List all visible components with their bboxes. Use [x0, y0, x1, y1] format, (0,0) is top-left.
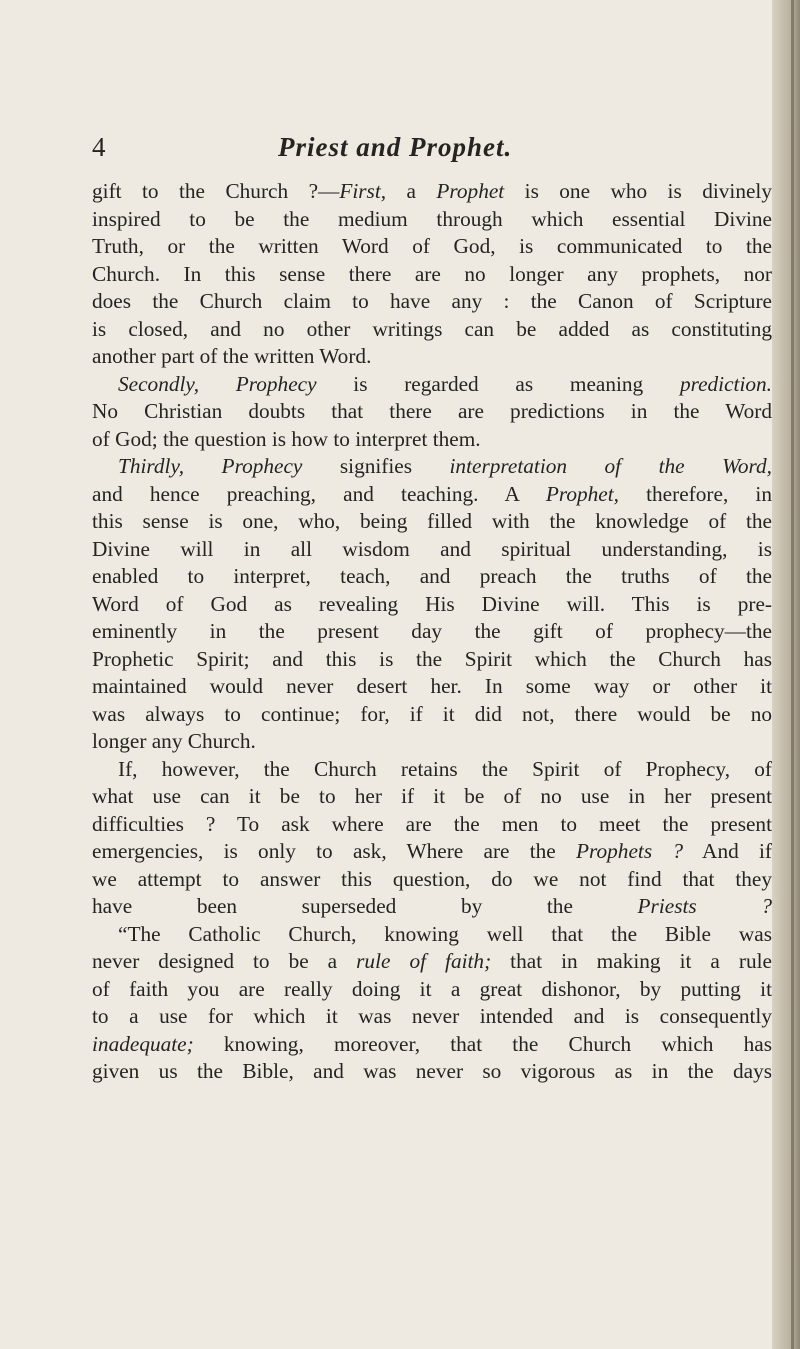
text-line [92, 288, 772, 316]
text-span: therefore, in [618, 481, 772, 506]
text-line [92, 893, 772, 921]
text-line [92, 453, 772, 481]
text-span: is regarded as meaning [316, 371, 680, 396]
text-span: If, however, the Church retains the Spirit of Prophecy, of [118, 756, 772, 781]
italic-text: Secondly, Prophecy [118, 371, 317, 396]
text-span: enabled to interpret, teach, and preach the truths of the [92, 564, 772, 588]
text-line [92, 178, 772, 206]
text-line [92, 701, 772, 729]
text-span: is one who is divinely [504, 179, 772, 203]
text-span: never designed to be a [92, 949, 357, 973]
text-line [92, 1058, 772, 1086]
text-span: does the Church claim to have any : the Canon of Scripture [92, 289, 772, 313]
text-span: this sense is one, who, being filled with the knowledge of the [92, 509, 772, 533]
text-span: was always to continue; for, if it did not, there would be no [92, 701, 772, 726]
text-line [92, 563, 772, 591]
text-span: And if [683, 839, 772, 863]
text-span: Word of God as revealing His Divine will. This is pre- [92, 591, 772, 616]
running-head [92, 132, 772, 172]
italic-text: First, [339, 179, 387, 203]
text-line [92, 618, 772, 646]
text-line [92, 508, 772, 536]
page-edge-shadow [791, 0, 794, 1349]
text-span: Divine will in all wisdom and spiritual understanding, is [92, 536, 772, 561]
italic-text: Priests ? [637, 894, 772, 918]
text-line [92, 206, 772, 234]
text-span: difficulties ? To ask where are the men to meet the present [92, 811, 772, 836]
italic-text: Prophet, [545, 481, 619, 506]
text-line [92, 866, 772, 894]
page-edge [772, 0, 800, 1349]
text-span: a [386, 179, 437, 203]
text-line [92, 673, 772, 701]
text-span: that in making it a rule [491, 949, 772, 973]
text-span: we attempt to answer this question, do we not find that they [92, 866, 772, 891]
text-span: of God; the question is how to interpret them. [92, 426, 481, 451]
text-line [92, 646, 772, 674]
text-span: knowing, moreover, that the Church which has [193, 1031, 772, 1056]
text-span: what use can it be to her if it be of no use in her present [92, 784, 772, 808]
text-span: another part of the written Word. [92, 344, 372, 368]
text-span: gift to the Church ?— [92, 179, 340, 203]
italic-text: rule of faith; [356, 949, 492, 973]
text-span: is closed, and no other writings can be added as constituting [92, 316, 772, 341]
text-line [92, 233, 772, 261]
italic-text: Prophet [436, 179, 505, 203]
italic-text: Thirdly, Prophecy [118, 454, 303, 478]
text-line [92, 976, 772, 1004]
italic-text: interpretation of the Word, [449, 454, 772, 478]
text-span: emergencies, is only to ask, Where are the [92, 839, 576, 863]
text-line [92, 398, 772, 426]
text-span: No Christian doubts that there are predictions in the Word [92, 399, 772, 423]
text-line [92, 426, 772, 454]
text-line [92, 756, 772, 784]
text-span: longer any Church. [92, 729, 256, 753]
text-span: and hence preaching, and teaching. A [92, 481, 546, 506]
text-span: Truth, or the written Word of God, is communicated to the [92, 234, 772, 258]
text-span: “The Catholic Church, knowing well that the Bible was [118, 921, 772, 946]
text-span: signifies [302, 454, 450, 478]
text-line [92, 921, 772, 949]
text-span: maintained would never desert her. In some way or other it [92, 674, 772, 698]
text-span: to a use for which it was never intended and is consequently [92, 1004, 772, 1028]
text-span: given us the Bible, and was never so vigorous as in the days [92, 1059, 772, 1083]
italic-text: Prophets ? [576, 839, 683, 863]
body-text [92, 178, 772, 1086]
text-line [92, 343, 772, 371]
running-title: Priest and Prophet. [278, 132, 513, 162]
text-span: Prophetic Spirit; and this is the Spirit which the Church has [92, 646, 772, 671]
text-line [92, 481, 772, 509]
text-line [92, 783, 772, 811]
text-line [92, 536, 772, 564]
page-number: 4 [92, 132, 107, 162]
text-line [92, 371, 772, 399]
text-line [92, 811, 772, 839]
italic-text: inadequate; [92, 1031, 194, 1056]
text-line [92, 261, 772, 289]
text-line [92, 1031, 772, 1059]
text-span: inspired to be the medium through which essential Divine [92, 206, 772, 231]
text-span: Church. In this sense there are no longer any prophets, nor [92, 261, 772, 286]
text-span: have been superseded by the [92, 894, 638, 918]
italic-text: prediction. [679, 371, 772, 396]
text-line [92, 838, 772, 866]
text-line [92, 316, 772, 344]
text-line [92, 728, 772, 756]
text-span: eminently in the present day the gift of prophecy—the [92, 619, 772, 643]
text-span: of faith you are really doing it a great dishonor, by putting it [92, 976, 772, 1001]
text-line [92, 948, 772, 976]
text-line [92, 1003, 772, 1031]
text-line [92, 591, 772, 619]
